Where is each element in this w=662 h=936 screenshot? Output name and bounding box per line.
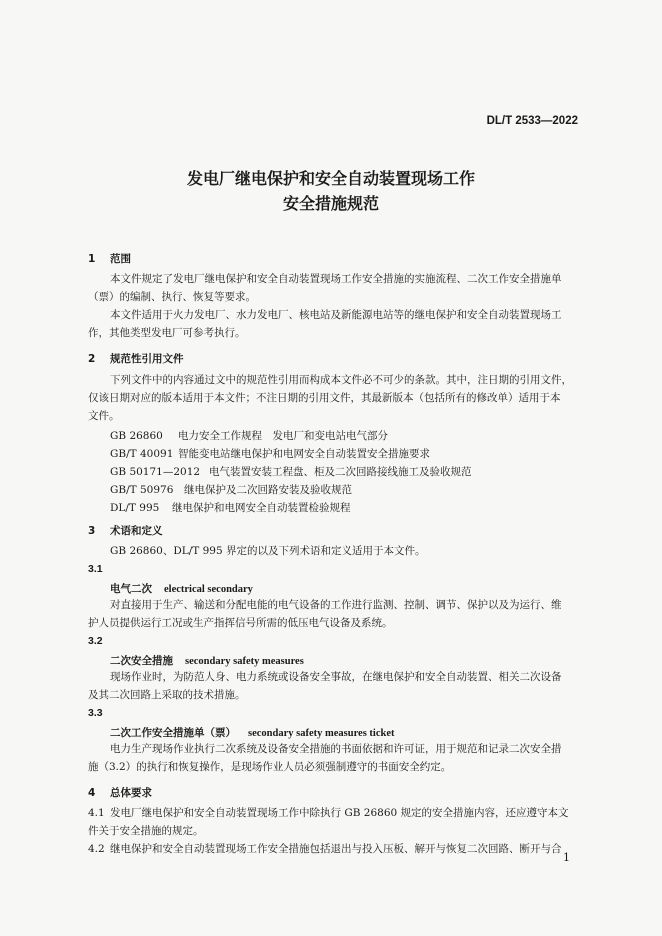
term-definition-line1: 现场作业时，为防范人身、电力系统或设备安全事故，在继电保护和安全自动装置、相关二次设备 [110, 671, 562, 683]
reference-item: GB/T 40091 智能变电站继电保护和电网安全自动装置安全措施要求 [110, 448, 430, 460]
section-4-heading: 4 总体要求 [88, 787, 152, 799]
sec2-para-line3: 文件。 [88, 410, 120, 422]
term-number: 3.3 [88, 707, 103, 719]
term-definition-line1: 电力生产现场作业执行二次系统及设备安全措施的书面依据和许可证，用于规范和记录二次安全措 [110, 743, 562, 755]
term-heading: 二次工作安全措施单（票） secondary safety measures ticket [110, 727, 395, 739]
sec2-para-line2: 仅该日期对应的版本适用于本文件；不注日期的引用文件，其最新版本（包括所有的修改单）适用于本 [88, 392, 561, 404]
sec1-para1-line1: 本文件规定了发电厂继电保护和安全自动装置现场工作安全措施的实施流程、二次工作安全措施单 [110, 273, 562, 285]
term-definition-line2: 及其二次回路上采取的技术措施。 [88, 689, 246, 701]
document-title-line2: 安全措施规范 [282, 194, 379, 213]
reference-item: GB 50171—2012 电气装置安装工程盘、柜及二次回路接线施工及验收规范 [110, 466, 472, 478]
term-definition-line2: 施（3.2）的执行和恢复操作，是现场作业人员必须强制遵守的书面安全约定。 [88, 761, 452, 773]
sec1-para2-line2: 作，其他类型发电厂可参考执行。 [88, 327, 246, 339]
term-number: 3.2 [88, 635, 103, 647]
term-definition-line1: 对直接用于生产、输送和分配电能的电气设备的工作进行监测、控制、调节、保护以及为运行、维 [110, 599, 562, 611]
sec1-para2-line1: 本文件适用于火力发电厂、水力发电厂、核电站及新能源电站等的继电保护和安全自动装置现场工 [110, 309, 562, 321]
page-number: 1 [563, 851, 570, 864]
term-number: 3.1 [88, 563, 103, 575]
clause-4-1-line1: 4.1 发电厂继电保护和安全自动装置现场工作中除执行 GB 26860 规定的安全措施内容，还应遵守本文 [88, 807, 569, 819]
sec3-intro: GB 26860、DL/T 995 界定的以及下列术语和定义适用于本文件。 [110, 545, 426, 557]
clause-4-1-line2: 件关于安全措施的规定。 [88, 825, 204, 837]
clause-4-2-line1: 4.2 继电保护和安全自动装置现场工作安全措施包括退出与投入压板、解开与恢复二次回路、断开与合 [88, 843, 562, 855]
section-3-heading: 3 术语和定义 [88, 525, 163, 537]
standard-number: DL/T 2533—2022 [486, 115, 578, 127]
term-heading: 电气二次 electrical secondary [110, 583, 253, 595]
reference-item: GB 26860 电力安全工作规程 发电厂和变电站电气部分 [110, 430, 388, 442]
sec2-para-line1: 下列文件中的内容通过文中的规范性引用而构成本文件必不可少的条款。其中，注日期的引用文件， [110, 374, 572, 386]
reference-item: DL/T 995 继电保护和电网安全自动装置检验规程 [110, 502, 351, 514]
term-heading: 二次安全措施 secondary safety measures [110, 655, 304, 667]
section-2-heading: 2 规范性引用文件 [88, 353, 184, 365]
document-title-line1: 发电厂继电保护和安全自动装置现场工作 [186, 169, 475, 188]
reference-item: GB/T 50976 继电保护及二次回路安装及验收规范 [110, 484, 352, 496]
sec1-para1-line2: （票）的编制、执行、恢复等要求。 [88, 291, 256, 303]
term-definition-line2: 护人员提供运行工况或生产指挥信号所需的低压电气设备及系统。 [88, 617, 393, 629]
section-1-heading: 1 范围 [88, 253, 131, 265]
